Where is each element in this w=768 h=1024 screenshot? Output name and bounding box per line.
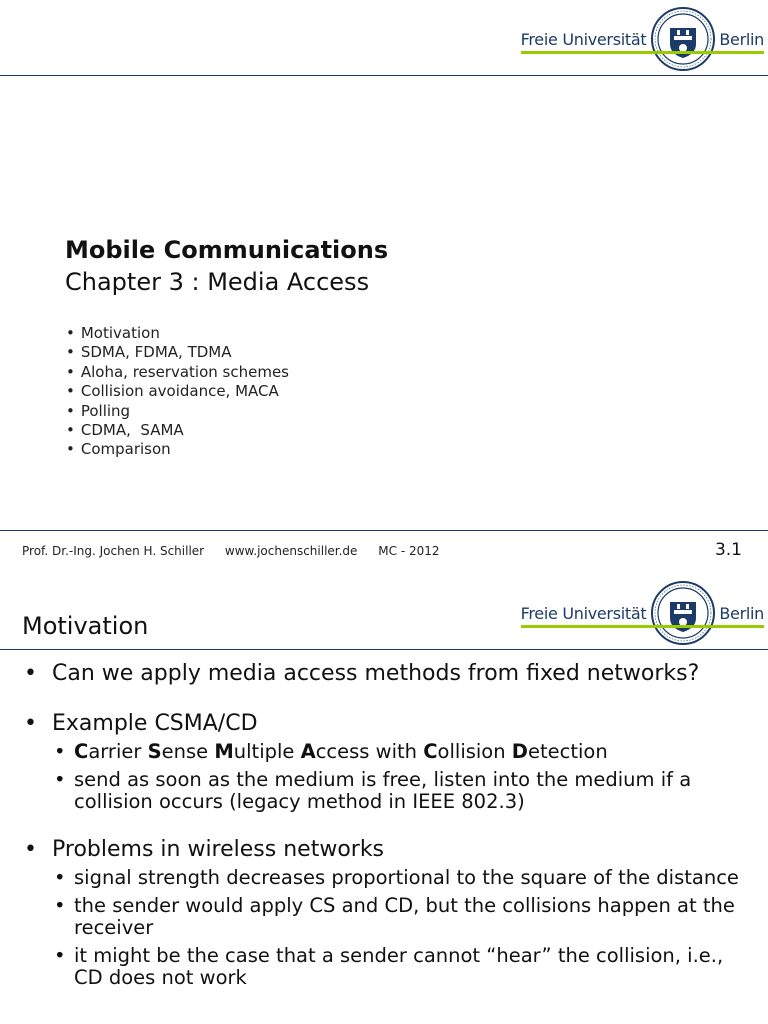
emphasis-letter: D [511,740,528,763]
university-seal-icon [650,6,716,72]
slide-title: Mobile Communications [65,236,389,264]
toc-list [66,324,289,460]
page-number: 3.1 [714,540,742,560]
university-logo [521,6,764,72]
logo-right-word: Berlin [719,29,764,49]
bullet-item [24,661,754,687]
slide-2 [0,576,768,1024]
header-rule [0,75,768,76]
logo-left-word: Freie Universität [520,29,647,49]
bullet-text: Example CSMA/CD [52,711,258,736]
slide-title: Motivation [22,612,149,640]
footer-author: Prof. Dr.-Ing. Jochen H. Schiller [22,544,205,558]
header-rule [0,649,768,650]
toc-item: • Polling [66,402,289,421]
text-fragment: ollision [437,740,512,763]
toc-item: • CDMA, SAMA [66,421,289,440]
bullet-item [24,837,754,989]
sub-bullet-list [52,741,754,813]
text-fragment: ccess with [315,740,424,763]
sub-bullet-item: • send as soon as the medium is free, listen into the medium if a collision occurs (legacy method in IEEE 802.3) [52,769,754,813]
text-fragment: ultiple [233,740,301,763]
logo-green-bar [521,51,764,54]
emphasis-letter: S [147,740,162,763]
sub-bullet-item: • the sender would apply CS and CD, but the collisions happen at the receiver [52,895,754,939]
sub-bullet-item: • it might be the case that a sender cannot “hear” the collision, i.e., CD does not work [52,945,754,989]
toc-item: • Motivation [66,324,289,343]
logo-green-bar [521,625,764,628]
emphasis-letter: M [214,740,234,763]
bullet-text: Problems in wireless networks [52,837,385,862]
emphasis-letter: C [74,740,89,763]
university-seal-icon [650,580,716,646]
text-fragment: arrier [88,740,148,763]
toc-item: • Collision avoidance, MACA [66,382,289,401]
toc-item: • SDMA, FDMA, TDMA [66,343,289,362]
footer-course: MC - 2012 [378,544,440,558]
logo-left-word: Freie Universität [520,603,647,623]
slide-footer [22,544,457,558]
footer-rule [0,530,768,531]
toc-item: • Aloha, reservation schemes [66,363,289,382]
footer-website: www.jochenschiller.de [224,544,358,558]
bullet-item [24,711,754,813]
university-logo [521,580,764,646]
text-fragment: ense [161,740,215,763]
toc-item: • Comparison [66,440,289,459]
emphasis-letter: A [300,740,316,763]
bullet-list [24,661,754,1013]
logo-right-word: Berlin [719,603,764,623]
bullet-text: Can we apply media access methods from fixed networks? [52,661,700,686]
sub-bullet-list [52,867,754,989]
sub-bullet-item [52,741,754,763]
text-fragment: etection [527,740,608,763]
sub-bullet-item: • signal strength decreases proportional to the square of the distance [52,867,754,889]
slide-subtitle: Chapter 3 : Media Access [65,268,370,296]
emphasis-letter: C [423,740,438,763]
